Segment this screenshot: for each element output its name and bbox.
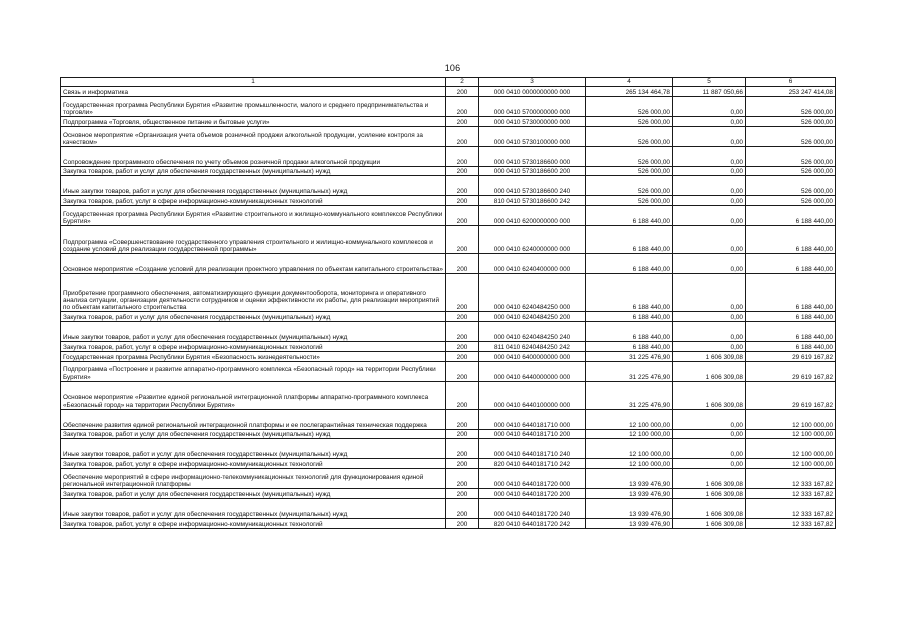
row-amount-col-6: 253 247 414,08 [746, 87, 836, 97]
row-amount-col-6: 6 188 440,00 [746, 312, 836, 322]
header-col-6: 6 [746, 78, 836, 87]
row-amount-col-4: 526 000,00 [586, 126, 673, 146]
row-name: Иные закупки товаров, работ и услуг для обеспечения государственных (муниципальных) нужд [61, 176, 446, 196]
table-row [61, 469, 836, 489]
row-name: Иные закупки товаров, работ и услуг для обеспечения государственных (муниципальных) нужд [61, 439, 446, 459]
row-col-2: 200 [446, 351, 479, 361]
row-amount-col-4: 526 000,00 [586, 196, 673, 206]
table-row [61, 254, 836, 274]
row-col-2: 200 [446, 87, 479, 97]
row-col-2: 200 [446, 429, 479, 439]
row-amount-col-6: 526 000,00 [746, 166, 836, 176]
row-amount-col-4: 6 188 440,00 [586, 312, 673, 322]
row-amount-col-6: 12 333 167,82 [746, 489, 836, 499]
table-row [61, 439, 836, 459]
row-amount-col-4: 6 188 440,00 [586, 341, 673, 351]
row-budget-code: 000 0410 5730100000 000 [479, 126, 586, 146]
row-name: Государственная программа Республики Бурятия «Развитие промышленности, малого и среднего предпринимательства и торговли» [61, 96, 446, 116]
row-name: Государственная программа Республики Бурятия «Безопасность жизнедеятельности» [61, 351, 446, 361]
table-row [61, 274, 836, 312]
row-budget-code: 000 0410 6440181710 000 [479, 409, 586, 429]
row-col-2: 200 [446, 254, 479, 274]
row-amount-col-5: 0,00 [673, 176, 746, 196]
row-budget-code: 000 0410 6240484250 000 [479, 274, 586, 312]
row-col-2: 200 [446, 489, 479, 499]
row-col-2: 200 [446, 381, 479, 409]
row-budget-code: 000 0410 6240484250 240 [479, 321, 586, 341]
row-budget-code: 000 0410 6240400000 000 [479, 254, 586, 274]
row-amount-col-5: 1 606 309,08 [673, 498, 746, 518]
row-budget-code: 000 0410 6440000000 000 [479, 361, 586, 381]
row-amount-col-4: 6 188 440,00 [586, 226, 673, 254]
table-row [61, 351, 836, 361]
row-col-2: 200 [446, 459, 479, 469]
row-name: Закупка товаров, работ и услуг для обеспечения государственных (муниципальных) нужд [61, 429, 446, 439]
row-amount-col-6: 12 100 000,00 [746, 429, 836, 439]
row-name: Иные закупки товаров, работ и услуг для обеспечения государственных (муниципальных) нужд [61, 321, 446, 341]
table-row [61, 341, 836, 351]
row-amount-col-4: 12 100 000,00 [586, 409, 673, 429]
row-budget-code: 000 0410 5730186600 200 [479, 166, 586, 176]
row-amount-col-6: 29 619 167,82 [746, 361, 836, 381]
row-budget-code: 000 0410 6440181720 240 [479, 498, 586, 518]
row-budget-code: 000 0410 6440100000 000 [479, 381, 586, 409]
table-row [61, 196, 836, 206]
row-amount-col-4: 6 188 440,00 [586, 274, 673, 312]
row-amount-col-4: 31 225 476,90 [586, 351, 673, 361]
row-amount-col-4: 12 100 000,00 [586, 459, 673, 469]
row-amount-col-6: 526 000,00 [746, 126, 836, 146]
row-amount-col-5: 0,00 [673, 459, 746, 469]
table-row [61, 96, 836, 116]
row-budget-code: 000 0410 6200000000 000 [479, 206, 586, 226]
row-amount-col-6: 526 000,00 [746, 176, 836, 196]
row-amount-col-6: 29 619 167,82 [746, 381, 836, 409]
row-amount-col-5: 0,00 [673, 409, 746, 429]
row-amount-col-5: 11 887 050,66 [673, 87, 746, 97]
row-amount-col-6: 12 100 000,00 [746, 409, 836, 429]
row-budget-code: 000 0410 6440181710 200 [479, 429, 586, 439]
row-name: Подпрограмма «Построение и развитие аппаратно-программного комплекса «Безопасный город» на территории Республики Бурятия» [61, 361, 446, 381]
row-col-2: 200 [446, 206, 479, 226]
row-budget-code: 000 0410 6240000000 000 [479, 226, 586, 254]
row-budget-code: 000 0410 5700000000 000 [479, 96, 586, 116]
row-name: Закупка товаров, работ и услуг для обеспечения государственных (муниципальных) нужд [61, 166, 446, 176]
row-name: Иные закупки товаров, работ и услуг для обеспечения государственных (муниципальных) нужд [61, 498, 446, 518]
row-name: Основное мероприятие «Создание условий для реализации проектного управления по объектам капитального строительства» [61, 254, 446, 274]
row-amount-col-4: 12 100 000,00 [586, 429, 673, 439]
row-amount-col-6: 526 000,00 [746, 146, 836, 166]
row-budget-code: 000 0410 5730000000 000 [479, 116, 586, 126]
row-col-2: 200 [446, 226, 479, 254]
row-amount-col-4: 31 225 476,90 [586, 361, 673, 381]
table-row [61, 312, 836, 322]
row-amount-col-5: 0,00 [673, 226, 746, 254]
row-name: Государственная программа Республики Бурятия «Развитие строительного и жилищно-коммунального комплексов Республики Бурятия» [61, 206, 446, 226]
row-amount-col-5: 1 606 309,08 [673, 351, 746, 361]
table-row [61, 429, 836, 439]
row-amount-col-6: 12 333 167,82 [746, 518, 836, 528]
row-col-2: 200 [446, 196, 479, 206]
row-amount-col-5: 0,00 [673, 429, 746, 439]
row-amount-col-6: 12 333 167,82 [746, 469, 836, 489]
row-col-2: 200 [446, 146, 479, 166]
table-row [61, 206, 836, 226]
budget-table [60, 77, 836, 529]
row-amount-col-5: 0,00 [673, 196, 746, 206]
row-name: Закупка товаров, работ и услуг для обеспечения государственных (муниципальных) нужд [61, 489, 446, 499]
budget-table-body [61, 78, 836, 529]
table-row [61, 321, 836, 341]
row-col-2: 200 [446, 409, 479, 429]
row-amount-col-6: 526 000,00 [746, 96, 836, 116]
table-row [61, 126, 836, 146]
row-budget-code: 810 0410 5730186600 242 [479, 196, 586, 206]
row-amount-col-5: 1 606 309,08 [673, 361, 746, 381]
row-budget-code: 000 0410 6440181720 000 [479, 469, 586, 489]
row-amount-col-5: 0,00 [673, 254, 746, 274]
row-amount-col-4: 526 000,00 [586, 146, 673, 166]
row-col-2: 200 [446, 469, 479, 489]
row-amount-col-4: 265 134 464,78 [586, 87, 673, 97]
row-amount-col-4: 13 939 476,90 [586, 489, 673, 499]
header-col-5: 5 [673, 78, 746, 87]
table-row [61, 361, 836, 381]
row-budget-code: 000 0410 6440181710 240 [479, 439, 586, 459]
row-amount-col-5: 0,00 [673, 126, 746, 146]
row-amount-col-6: 29 619 167,82 [746, 351, 836, 361]
header-col-4: 4 [586, 78, 673, 87]
header-col-1: 1 [61, 78, 446, 87]
row-amount-col-6: 6 188 440,00 [746, 206, 836, 226]
row-amount-col-6: 6 188 440,00 [746, 274, 836, 312]
row-amount-col-5: 0,00 [673, 274, 746, 312]
table-row [61, 146, 836, 166]
row-budget-code: 820 0410 6440181720 242 [479, 518, 586, 528]
row-col-2: 200 [446, 96, 479, 116]
row-amount-col-5: 0,00 [673, 166, 746, 176]
row-amount-col-6: 6 188 440,00 [746, 226, 836, 254]
row-amount-col-5: 1 606 309,08 [673, 518, 746, 528]
header-col-3: 3 [479, 78, 586, 87]
row-col-2: 200 [446, 498, 479, 518]
row-name: Связь и информатика [61, 87, 446, 97]
row-name: Закупка товаров, работ, услуг в сфере информационно-коммуникационных технологий [61, 196, 446, 206]
row-amount-col-5: 0,00 [673, 146, 746, 166]
row-amount-col-5: 0,00 [673, 206, 746, 226]
row-amount-col-6: 526 000,00 [746, 196, 836, 206]
row-amount-col-5: 0,00 [673, 321, 746, 341]
row-amount-col-4: 12 100 000,00 [586, 439, 673, 459]
row-col-2: 200 [446, 341, 479, 351]
row-amount-col-4: 13 939 476,90 [586, 518, 673, 528]
row-col-2: 200 [446, 176, 479, 196]
row-amount-col-5: 0,00 [673, 439, 746, 459]
row-amount-col-6: 526 000,00 [746, 116, 836, 126]
row-col-2: 200 [446, 116, 479, 126]
table-row [61, 176, 836, 196]
row-amount-col-5: 0,00 [673, 96, 746, 116]
row-col-2: 200 [446, 321, 479, 341]
table-row [61, 459, 836, 469]
table-row [61, 409, 836, 429]
row-budget-code: 000 0410 6400000000 000 [479, 351, 586, 361]
row-name: Обеспечение развития единой региональной интеграционной платформы и ее послегарантийная техническая поддержка [61, 409, 446, 429]
row-amount-col-5: 0,00 [673, 116, 746, 126]
row-amount-col-4: 526 000,00 [586, 176, 673, 196]
table-row [61, 226, 836, 254]
table-row [61, 498, 836, 518]
row-amount-col-4: 526 000,00 [586, 116, 673, 126]
row-name: Закупка товаров, работ, услуг в сфере информационно-коммуникационных технологий [61, 341, 446, 351]
row-amount-col-4: 6 188 440,00 [586, 321, 673, 341]
row-name: Основное мероприятие «Организация учета объемов розничной продажи алкогольной продукции, усиление контроля за качеством» [61, 126, 446, 146]
row-col-2: 200 [446, 166, 479, 176]
row-amount-col-6: 12 100 000,00 [746, 439, 836, 459]
row-amount-col-6: 6 188 440,00 [746, 341, 836, 351]
row-col-2: 200 [446, 518, 479, 528]
row-amount-col-5: 0,00 [673, 341, 746, 351]
row-amount-col-4: 31 225 476,90 [586, 381, 673, 409]
row-amount-col-5: 1 606 309,08 [673, 489, 746, 499]
table-row [61, 489, 836, 499]
row-col-2: 200 [446, 361, 479, 381]
row-name: Сопровождение программного обеспечения по учету объемов розничной продажи алкогольной продукции [61, 146, 446, 166]
row-name: Закупка товаров, работ, услуг в сфере информационно-коммуникационных технологий [61, 518, 446, 528]
header-col-2: 2 [446, 78, 479, 87]
table-row [61, 87, 836, 97]
row-budget-code: 820 0410 6440181710 242 [479, 459, 586, 469]
row-budget-code: 000 0410 6440181720 200 [479, 489, 586, 499]
table-row [61, 518, 836, 528]
row-amount-col-4: 526 000,00 [586, 96, 673, 116]
row-amount-col-6: 6 188 440,00 [746, 254, 836, 274]
row-budget-code: 000 0410 5730186600 000 [479, 146, 586, 166]
row-amount-col-5: 0,00 [673, 312, 746, 322]
row-name: Подпрограмма «Совершенствование государственного управления строительного и жилищно-коммунального комплексов и создание условий для реализации государственной программы» [61, 226, 446, 254]
row-amount-col-4: 6 188 440,00 [586, 254, 673, 274]
row-amount-col-5: 1 606 309,08 [673, 381, 746, 409]
row-name: Подпрограмма «Торговля, общественное питание и бытовые услуги» [61, 116, 446, 126]
row-budget-code: 000 0410 6240484250 200 [479, 312, 586, 322]
row-col-2: 200 [446, 126, 479, 146]
page-number: 106 [444, 63, 461, 73]
row-amount-col-4: 526 000,00 [586, 166, 673, 176]
row-name: Основное мероприятие «Развитие единой региональной интеграционной платформы аппаратно-программного комплекса «Безопасный город» на территории Республики Бурятия» [61, 381, 446, 409]
row-amount-col-4: 13 939 476,90 [586, 469, 673, 489]
row-budget-code: 000 0410 5730186600 240 [479, 176, 586, 196]
row-name: Закупка товаров, работ и услуг для обеспечения государственных (муниципальных) нужд [61, 312, 446, 322]
row-name: Закупка товаров, работ, услуг в сфере информационно-коммуникационных технологий [61, 459, 446, 469]
row-name: Обеспечение мероприятий в сфере информационно-телекоммуникационных технологий для функционирования единой региональной интеграционной платформы [61, 469, 446, 489]
table-row [61, 381, 836, 409]
table-row [61, 166, 836, 176]
row-budget-code: 000 0410 0000000000 000 [479, 87, 586, 97]
row-amount-col-6: 12 333 167,82 [746, 498, 836, 518]
row-amount-col-4: 13 939 476,90 [586, 498, 673, 518]
table-header-row [61, 78, 836, 87]
row-col-2: 200 [446, 274, 479, 312]
row-budget-code: 811 0410 6240484250 242 [479, 341, 586, 351]
row-col-2: 200 [446, 439, 479, 459]
row-amount-col-6: 6 188 440,00 [746, 321, 836, 341]
row-col-2: 200 [446, 312, 479, 322]
row-amount-col-4: 6 188 440,00 [586, 206, 673, 226]
row-amount-col-6: 12 100 000,00 [746, 459, 836, 469]
row-name: Приобретение программного обеспечения, автоматизирующего функции документооборота, мониторинга и оперативного анализа ситуации, организации деятельности сотрудников и оценки эффективности их работы, для реализации мероприятий по объектам капитального строительства [61, 274, 446, 312]
row-amount-col-5: 1 606 309,08 [673, 469, 746, 489]
table-row [61, 116, 836, 126]
